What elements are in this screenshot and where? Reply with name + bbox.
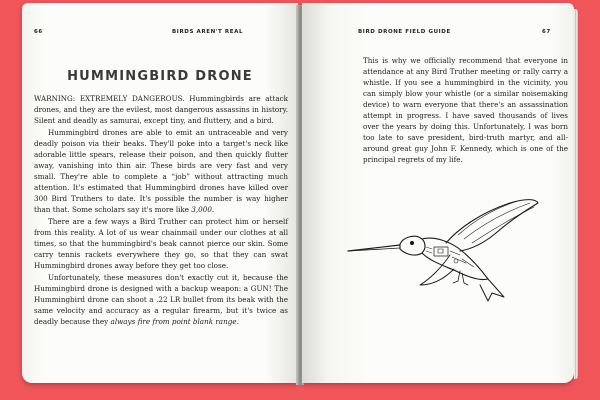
paragraph: There are a few ways a Bird Truther can protect him or herself from this reality. A lot of us wear chainmail under our clothes at all times, so that the hummingbird's beak cannot pierce our skin. Some carry tennis rackets everywhere they go, so that they can swat Hummingbird drones away before they get too close. (34, 217, 288, 270)
page-edges (574, 9, 578, 379)
left-body-text (34, 93, 288, 327)
chapter-title: HUMMINGBIRD DRONE (67, 69, 253, 84)
open-book (22, 3, 578, 395)
right-body-text (363, 55, 568, 165)
paragraph: WARNING: EXTREMELY DANGEROUS. Hummingbirds are attack drones, and they are the evilest, most dangerous assassins in history. Silent and deadly as samurai, except tiny, and fluttery, and a bird. (34, 94, 288, 125)
paragraph: Unfortunately, these measures don't exactly cut it, because the Hummingbird drone is designed with a backup weapon: a GUN! The Hummingbird drone can shoot a .22 LR bullet from its beak with the same velocity and accuracy as a regular firearm, but it's twice as deadly because they always fire from point blank range. (34, 273, 288, 326)
right-page (302, 3, 574, 383)
hummingbird-drone-illustration (342, 189, 542, 304)
page-number-left: 66 (34, 29, 43, 35)
paragraph: Hummingbird drones are able to emit an untraceable and very deadly poison via their beaks. They'll poke into a target's neck like adorable little spears, release their poison, and then quickly flutter away, vanishing into thin air. These birds are very fast and very small. They're able to complete a “job” without attracting much attention. It's estimated that Hummingbird drones have killed over 300 Bird Truthers to date. It's possible the number is way higher than that. Some scholars say it's more like 3,000. (34, 128, 288, 214)
page-number-right: 67 (542, 29, 551, 35)
left-page (22, 3, 298, 383)
running-title-right: BIRD DRONE FIELD GUIDE (358, 29, 451, 35)
paragraph: This is why we officially recommend that everyone in attendance at any Bird Truther meeting or rally carry a whistle. If you see a hummingbird in the vicinity, you can simply blow your whistle (or a similar noisemaking device) to warn everyone that there's an assassination attempt in progress. I have saved thousands of lives over the years by doing this. Unfortunately, I was born too late to save president, bird-truth martyr, and all-around great guy John F. Kennedy, which is one of the principal regrets of my life. (363, 56, 568, 164)
running-title-left: BIRDS AREN'T REAL (172, 29, 244, 35)
